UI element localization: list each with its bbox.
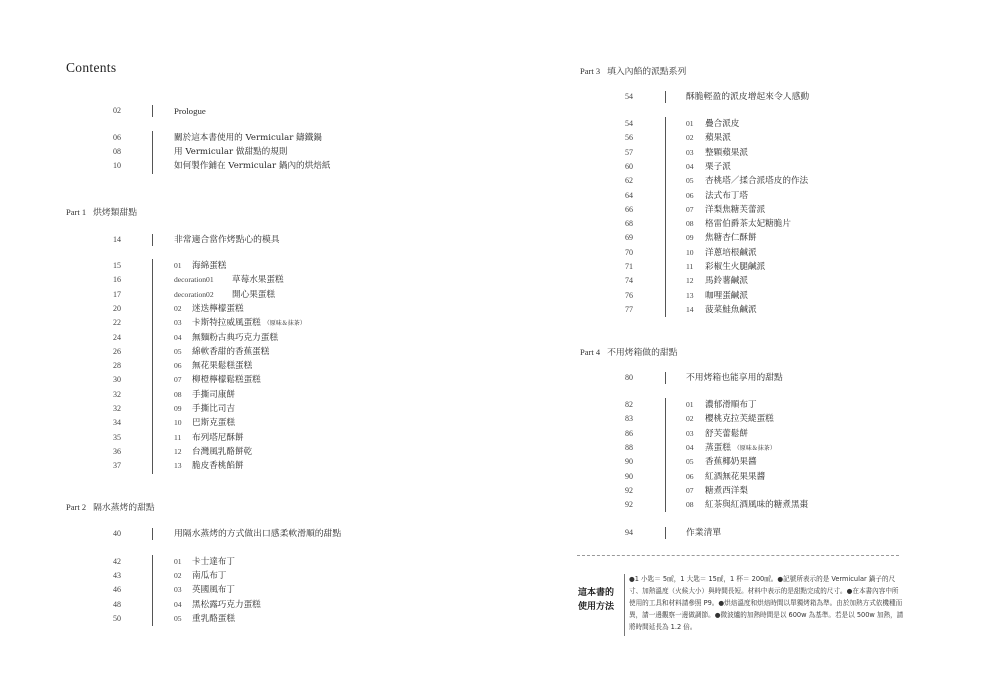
recipe-title xyxy=(192,612,235,626)
recipe-number: 01 xyxy=(174,557,182,566)
recipe-number: 04 xyxy=(686,161,694,171)
recipe-title xyxy=(192,359,252,373)
toc-entry xyxy=(500,131,880,145)
page-number: 32 xyxy=(113,389,121,399)
recipe-number: 04 xyxy=(686,442,694,452)
page-number: 42 xyxy=(113,557,121,566)
title-text: 紅茶與紅酒風味的糖煮黑棗 xyxy=(705,500,809,511)
section-intro-title xyxy=(174,104,206,118)
title-text: 手撕比司吉 xyxy=(192,404,235,414)
section-intro-title xyxy=(686,526,721,540)
page-number: 22 xyxy=(113,318,121,328)
vertical-rule xyxy=(665,398,666,512)
page-number: 20 xyxy=(113,303,121,313)
recipe-number: 10 xyxy=(174,418,182,428)
page-number: 64 xyxy=(625,190,633,200)
contents-title: Contents xyxy=(66,60,117,75)
recipe-title xyxy=(705,160,731,174)
recipe-title xyxy=(192,459,244,473)
page-number: 30 xyxy=(113,375,121,385)
recipe-title xyxy=(705,131,731,145)
recipe-title xyxy=(192,331,278,345)
recipe-title xyxy=(705,260,765,274)
recipe-number: 05 xyxy=(174,613,182,623)
title-text: 英國風布丁 xyxy=(192,585,235,596)
recipe-number: 11 xyxy=(174,432,182,442)
toc-lead-entry xyxy=(0,233,380,247)
recipe-title xyxy=(192,569,226,583)
toc-entry xyxy=(500,146,880,160)
page-number: 37 xyxy=(113,461,121,471)
vertical-rule xyxy=(152,234,153,246)
title-text: 海綿蛋糕 xyxy=(192,261,227,271)
toc-entry xyxy=(0,159,380,173)
page-number: 17 xyxy=(113,289,121,299)
page-number: 90 xyxy=(625,457,633,467)
page-number: 86 xyxy=(625,428,633,438)
title-text: 綿軟香甜的香蕉蛋糕 xyxy=(192,346,270,357)
toc-entry xyxy=(0,259,380,273)
part1-name: 烘烤類甜點 xyxy=(93,208,138,218)
page-number: 56 xyxy=(625,133,633,143)
page-number: 08 xyxy=(113,147,121,157)
recipe-number: 05 xyxy=(686,457,694,467)
toc-entry xyxy=(0,359,380,373)
toc-entry xyxy=(500,470,880,484)
recipe-title xyxy=(192,445,252,459)
part2-label xyxy=(66,500,155,513)
title-text: 栗子派 xyxy=(705,161,731,172)
toc-entry xyxy=(0,316,380,330)
recipe-number: 12 xyxy=(686,276,694,286)
page-number: 14 xyxy=(113,235,121,244)
recipe-number: decoration01 xyxy=(174,275,214,285)
recipe-number: 08 xyxy=(174,389,182,399)
toc-entry xyxy=(500,441,880,455)
recipe-title xyxy=(705,398,757,412)
toc-lead-entry xyxy=(500,371,880,385)
recipe-number: 06 xyxy=(686,471,694,481)
section-intro-title xyxy=(686,371,783,385)
vertical-rule xyxy=(152,528,153,540)
title-text: 蘋果派 xyxy=(705,133,731,144)
toc-lead-entry xyxy=(0,527,380,541)
toc-entry xyxy=(0,598,380,612)
title-text: 開心果蛋糕 xyxy=(232,289,275,300)
page-number: 34 xyxy=(113,418,121,428)
part2-number: Part 2 xyxy=(66,502,87,512)
title-text: 台灣風乳酪餅乾 xyxy=(192,446,253,457)
recipe-title xyxy=(705,203,765,217)
page-number: 92 xyxy=(625,500,633,510)
section-intro-title xyxy=(174,527,341,541)
title-text: 疊合派皮 xyxy=(705,119,740,129)
title-text: 彩椒生火腿鹹派 xyxy=(705,262,766,272)
vertical-rule xyxy=(665,372,666,384)
toc-entry xyxy=(500,398,880,412)
recipe-number: 03 xyxy=(174,318,182,328)
title-text: 杏桃塔／揉合派塔皮的作法 xyxy=(705,176,809,187)
recipe-title xyxy=(232,273,284,287)
page-number: 02 xyxy=(113,106,121,115)
page-number: 54 xyxy=(625,92,633,101)
part2-name: 隔水蒸烤的甜點 xyxy=(93,503,155,513)
recipe-title xyxy=(192,388,235,402)
toc-entry xyxy=(0,402,380,416)
toc-entry xyxy=(500,498,880,512)
page-number: 48 xyxy=(113,599,121,609)
recipe-number: 02 xyxy=(174,303,182,313)
title-text: 布列塔尼酥餅 xyxy=(192,432,244,443)
recipe-number: 10 xyxy=(686,247,694,257)
page-number: 80 xyxy=(625,373,633,382)
page-number: 26 xyxy=(113,346,121,356)
recipe-number: 14 xyxy=(686,304,694,314)
vertical-rule xyxy=(665,117,666,317)
recipe-number: 04 xyxy=(174,332,182,342)
title-text: 脆皮香桃餡餅 xyxy=(192,461,244,472)
part1-number: Part 1 xyxy=(66,207,87,217)
title-text: 濃郁滑順布丁 xyxy=(705,400,757,410)
recipe-title xyxy=(174,131,322,145)
title-text: 黑松露巧克力蛋糕 xyxy=(192,599,261,610)
title-text: 無花果鬆糕蛋糕 xyxy=(192,361,253,372)
toc-entry xyxy=(500,203,880,217)
part3-label xyxy=(580,64,686,77)
page-number: 43 xyxy=(113,571,121,581)
recipe-number: decoration02 xyxy=(174,289,214,299)
recipe-number: 03 xyxy=(686,428,694,438)
recipe-number: 01 xyxy=(686,400,694,409)
page-number: 88 xyxy=(625,442,633,452)
title-text: 櫻桃克拉芙緹蛋糕 xyxy=(705,414,774,425)
page-number: 36 xyxy=(113,446,121,456)
title-text: 巴斯克蛋糕 xyxy=(192,418,235,429)
recipe-title xyxy=(705,231,757,245)
title-note: （原味＆抹茶） xyxy=(733,444,776,452)
title-text: 柳橙檸檬鬆糕蛋糕 xyxy=(192,375,261,386)
recipe-title xyxy=(192,259,226,273)
toc-entry xyxy=(0,388,380,402)
recipe-number: 07 xyxy=(686,204,694,214)
part4-label xyxy=(580,345,677,358)
toc-entry xyxy=(500,246,880,260)
recipe-number: 08 xyxy=(686,219,694,229)
page-number: 62 xyxy=(625,176,633,186)
recipe-title xyxy=(705,498,808,512)
recipe-title xyxy=(705,246,757,260)
toc-entry xyxy=(500,455,880,469)
toc-entry xyxy=(0,373,380,387)
toc-entry xyxy=(0,288,380,302)
title-text: 紅酒無花果果醬 xyxy=(705,471,766,482)
part3-name: 填入內餡的派點系列 xyxy=(607,67,687,77)
page-number: 82 xyxy=(625,400,633,409)
recipe-number: 02 xyxy=(174,571,182,581)
toc-entry xyxy=(500,260,880,274)
toc-entry xyxy=(500,303,880,317)
toc-lead-entry xyxy=(500,90,880,104)
title-text: 酥脆輕盈的派皮增起來令人感動 xyxy=(686,92,810,102)
title-text: 無麵粉古典巧克力蛋糕 xyxy=(192,332,278,343)
toc-entry xyxy=(0,445,380,459)
page-number: 15 xyxy=(113,261,121,270)
recipe-title xyxy=(192,583,235,597)
vertical-rule xyxy=(152,105,153,117)
part4-name: 不用烤箱做的甜點 xyxy=(607,348,678,358)
recipe-title xyxy=(232,288,275,302)
toc-entry xyxy=(0,416,380,430)
title-text: 蒸蛋糕 xyxy=(705,442,731,453)
recipe-title xyxy=(705,117,739,131)
recipe-number: 03 xyxy=(174,585,182,595)
recipe-title xyxy=(705,412,774,426)
vertical-rule xyxy=(152,131,153,174)
title-text: 菠菜鮭魚鹹派 xyxy=(705,304,757,315)
toc-entry xyxy=(0,145,380,159)
usage-heading-line1: 這本書的 xyxy=(578,588,615,598)
recipe-title xyxy=(192,345,269,359)
toc-entry xyxy=(0,612,380,626)
title-text: 洋梨焦糖芙蕾派 xyxy=(705,204,766,215)
recipe-number: 09 xyxy=(174,404,182,413)
toc-entry xyxy=(500,160,880,174)
toc-entry xyxy=(0,131,380,145)
title-note: （原味＆抹茶） xyxy=(263,320,306,328)
title-text: 作業清單 xyxy=(686,528,722,538)
page-number: 60 xyxy=(625,161,633,171)
right-page xyxy=(500,0,1000,682)
recipe-title xyxy=(192,555,235,569)
toc-lead-entry xyxy=(0,104,380,118)
title-text: Prologue xyxy=(174,106,206,116)
recipe-number: 07 xyxy=(174,375,182,385)
page-number: 69 xyxy=(625,233,633,243)
recipe-number: 01 xyxy=(174,261,182,270)
page-number: 68 xyxy=(625,219,633,229)
page-number: 76 xyxy=(625,290,633,300)
toc-entry xyxy=(500,274,880,288)
title-text: 關於這本書使用的 Vermicular 鑄鐵鍋 xyxy=(174,133,322,143)
recipe-title xyxy=(705,303,757,317)
page-number: 54 xyxy=(625,119,633,128)
part4-number: Part 4 xyxy=(580,347,601,357)
vertical-rule xyxy=(665,91,666,103)
recipe-title xyxy=(705,217,791,231)
page-number: 74 xyxy=(625,276,633,286)
page-number: 32 xyxy=(113,404,121,413)
recipe-number: 05 xyxy=(686,176,694,186)
recipe-title xyxy=(174,159,330,173)
recipe-title xyxy=(192,373,261,387)
toc-entry xyxy=(500,484,880,498)
title-text: 整顆蘋果派 xyxy=(705,147,748,158)
recipe-number: 07 xyxy=(686,485,694,495)
part1-label xyxy=(66,205,137,218)
title-text: 糖煮西洋梨 xyxy=(705,485,748,496)
recipe-title xyxy=(192,402,235,416)
toc-entry xyxy=(0,569,380,583)
page-number: 92 xyxy=(625,485,633,495)
page-number: 06 xyxy=(113,133,121,142)
recipe-title xyxy=(192,416,235,430)
recipe-title xyxy=(174,145,287,159)
toc-entry xyxy=(0,345,380,359)
recipe-title xyxy=(705,146,748,160)
usage-heading xyxy=(578,586,616,614)
title-text: 用 Vermicular 做甜點的規則 xyxy=(174,147,288,158)
recipe-title xyxy=(705,174,808,188)
recipe-title xyxy=(705,441,776,456)
title-text: 卡士達布丁 xyxy=(192,557,235,567)
page-number: 46 xyxy=(113,585,121,595)
title-text: 舒芙蕾鬆餅 xyxy=(705,428,748,439)
title-text: 迷迭檸檬蛋糕 xyxy=(192,303,244,314)
title-text: 香蕉椰奶果醬 xyxy=(705,457,757,468)
page-number: 28 xyxy=(113,361,121,371)
title-text: 法式布丁塔 xyxy=(705,190,748,201)
title-text: 草莓水果蛋糕 xyxy=(232,275,284,286)
recipe-number: 05 xyxy=(174,346,182,356)
title-text: 重乳酪蛋糕 xyxy=(192,613,235,624)
usage-heading-line2: 使用方法 xyxy=(578,602,615,612)
page-number: 94 xyxy=(625,528,633,537)
recipe-title xyxy=(192,598,261,612)
page-number: 35 xyxy=(113,432,121,442)
toc-entry xyxy=(500,427,880,441)
toc-entry xyxy=(500,412,880,426)
recipe-title xyxy=(192,316,306,331)
title-text: 馬鈴薯鹹派 xyxy=(705,276,748,287)
page-number: 40 xyxy=(113,529,121,538)
page-number: 10 xyxy=(113,161,121,171)
toc-entry xyxy=(500,174,880,188)
recipe-title xyxy=(705,484,748,498)
recipe-title xyxy=(705,189,748,203)
section-intro-title xyxy=(174,233,280,247)
page-number: 24 xyxy=(113,332,121,342)
recipe-title xyxy=(192,302,244,316)
toc-entry xyxy=(500,117,880,131)
vertical-rule xyxy=(152,259,153,474)
vertical-rule xyxy=(152,555,153,626)
title-text: 用隔水蒸烤的方式做出口感柔軟滑順的甜點 xyxy=(174,529,342,539)
recipe-number: 06 xyxy=(686,190,694,200)
usage-divider xyxy=(624,574,625,636)
recipe-number: 04 xyxy=(174,599,182,609)
page-number: 90 xyxy=(625,471,633,481)
title-text: 格雷伯爵茶太妃糖脆片 xyxy=(705,219,791,230)
recipe-title xyxy=(705,274,748,288)
usage-notes: ●1 小匙＝ 5㎖，1 大匙＝ 15㎖，1 杯＝ 200㎖。●記號所表示的是 Vermicular 鍋子的尺寸、加熱溫度（火候大小）與時間長短。材料中表示的是甜點完成的尺寸。●在本書內容中所使用的工具和材料請參照 P9。●烘焙溫度和烘焙時間以單獨烤箱為準。由於加熱方式依機種而異，請一邊觀察一邊做調節。●微波爐的加熱時間是以 600w 為基準。若是以 500w 加熱，請將時間延長為 1.2 倍。 xyxy=(629,575,904,631)
recipe-number: 03 xyxy=(686,147,694,157)
page-number: 50 xyxy=(113,613,121,623)
title-text: 洋蔥培根鹹派 xyxy=(705,247,757,258)
recipe-number: 08 xyxy=(686,500,694,510)
recipe-title xyxy=(705,289,748,303)
page-number: 71 xyxy=(625,262,633,271)
title-text: 卡斯特拉威風蛋糕 xyxy=(192,318,261,329)
recipe-title xyxy=(192,431,244,445)
page-number: 83 xyxy=(625,414,633,424)
title-text: 手撕司康餅 xyxy=(192,389,235,400)
toc-entry xyxy=(500,189,880,203)
recipe-number: 11 xyxy=(686,262,694,271)
recipe-number: 06 xyxy=(174,361,182,371)
toc-entry xyxy=(0,583,380,597)
recipe-number: 01 xyxy=(686,119,694,128)
page-number: 16 xyxy=(113,275,121,285)
toc-lead-entry xyxy=(500,526,880,540)
toc-entry xyxy=(500,231,880,245)
toc-entry xyxy=(500,217,880,231)
recipe-number: 13 xyxy=(174,461,182,471)
title-text: 非常適合當作烤點心的模具 xyxy=(174,235,280,245)
toc-entry xyxy=(0,555,380,569)
toc-entry xyxy=(0,302,380,316)
recipe-title xyxy=(705,427,748,441)
divider-dashed xyxy=(577,555,899,556)
page-number: 57 xyxy=(625,147,633,157)
vertical-rule xyxy=(665,527,666,539)
recipe-number: 12 xyxy=(174,446,182,456)
page-number: 70 xyxy=(625,247,633,257)
toc-entry xyxy=(0,431,380,445)
page-number: 66 xyxy=(625,204,633,214)
recipe-number: 02 xyxy=(686,133,694,143)
toc-entry xyxy=(0,273,380,287)
title-text: 焦糖杏仁酥餅 xyxy=(705,233,757,244)
recipe-number: 13 xyxy=(686,290,694,300)
recipe-title xyxy=(705,455,757,469)
title-text: 如何製作鋪在 Vermicular 鍋內的烘焙紙 xyxy=(174,161,331,172)
title-text: 咖哩蛋鹹派 xyxy=(705,290,748,301)
toc-entry xyxy=(0,331,380,345)
recipe-number: 09 xyxy=(686,233,694,243)
recipe-number: 02 xyxy=(686,414,694,424)
title-text: 不用烤箱也能享用的甜點 xyxy=(686,373,783,383)
part3-number: Part 3 xyxy=(580,66,601,76)
section-intro-title xyxy=(686,90,809,104)
toc-entry xyxy=(0,459,380,473)
toc-entry xyxy=(500,289,880,303)
title-text: 南瓜布丁 xyxy=(192,571,227,582)
page-number: 77 xyxy=(625,304,633,314)
recipe-title xyxy=(705,470,765,484)
